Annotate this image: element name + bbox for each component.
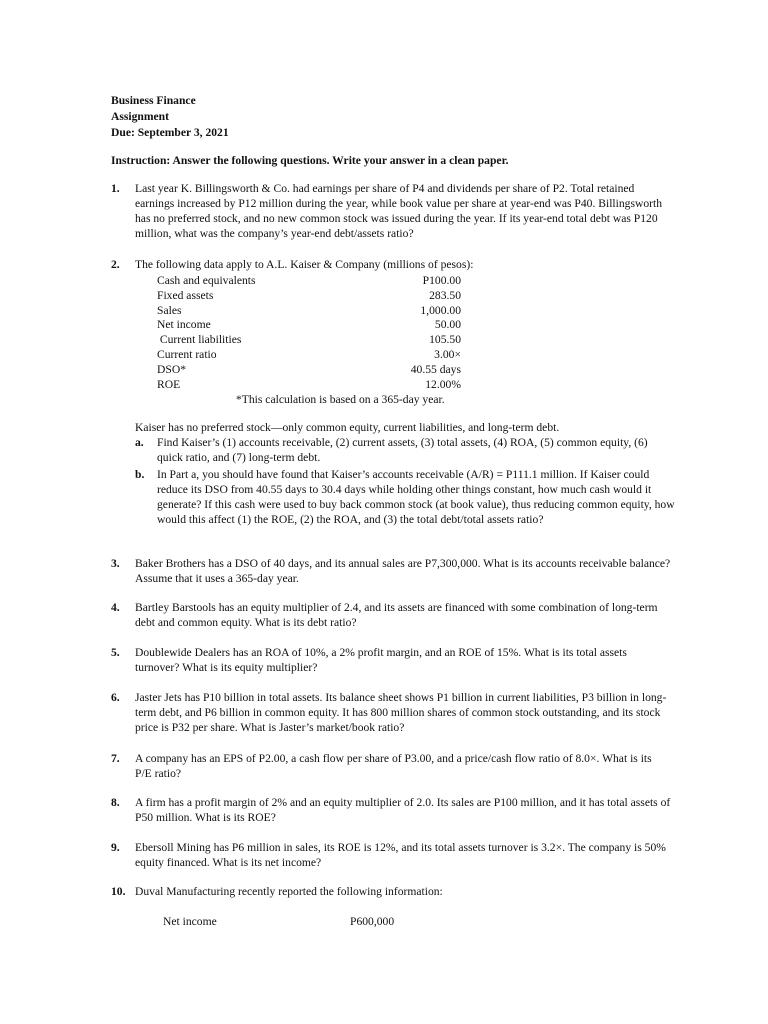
question-3 [111,556,671,586]
row-value: 105.50 [429,333,461,347]
question-4 [111,600,671,630]
row-label: Cash and equivalents [157,274,256,287]
document-header [111,93,229,141]
question-text: Baker Brothers has a DSO of 40 days, and its annual sales are P7,300,000. What is its accounts receivable balance? Assume that it uses a 365-day year. [135,557,671,585]
table-row [157,303,461,318]
row-label: Current liabilities [157,333,242,347]
row-label: Sales [157,303,182,317]
row-value: P100.00 [422,274,461,287]
question-text: Ebersoll Mining has P6 million in sales, its ROE is 12%, and its total assets turnover is 3.2×. The company is 50% equity financed. What is its net income? [135,841,666,869]
question-7 [111,751,671,781]
question-2 [111,257,671,272]
question-number: 6. [111,691,120,704]
row-value: 283.50 [429,288,461,302]
part-letter: b. [135,468,145,481]
question-text: A firm has a profit margin of 2% and an equity multiplier of 2.0. Its sales are P100 million, and it has total assets of P50 million. What is its ROE? [135,796,671,824]
question-number: 4. [111,601,120,614]
document-type: Assignment [111,110,169,123]
question-text: Last year K. Billingsworth & Co. had earnings per share of P4 and dividends per share of P2. Total retained earnings increased by P12 million during the year, while book value per share at year-end was P40. Billingsworth has no preferred stock, and no new common stock was issued during the year. If its year-end total debt was P120 million, what was the company’s year-end debt/assets ratio? [135,182,663,240]
question-text: Doublewide Dealers has an ROA of 10%, a 2% profit margin, and an ROE of 15%. What is its total assets turnover? What is its equity multiplier? [135,646,627,674]
question-5 [111,645,671,675]
duval-row-label: Net income [163,915,217,928]
part-text: Find Kaiser’s (1) accounts receivable, (2) current assets, (3) total assets, (4) ROA, (5) common equity, (6) quick ratio, and (7) long-term debt. [157,436,648,464]
row-label: DSO* [157,362,186,376]
row-value: 3.00× [434,347,461,361]
row-label: ROE [157,377,181,391]
course-title: Business Finance [111,94,196,107]
table-row [157,288,461,303]
part-b [135,467,675,527]
due-date: Due: September 3, 2021 [111,126,229,139]
duval-row-value: P600,000 [350,915,395,928]
part-text: In Part a, you should have found that Kaiser’s accounts receivable (A/R) = P111.1 million. If Kaiser could reduce its DSO from 40.55 days to 30.4 days while holding other things constant, how much cash would it generate? If this cash were used to buy back common stock (at book value), thus reducing common equity, how would this affect (1) the ROE, (2) the ROA, and (3) the total debt/total assets ratio? [157,468,675,526]
kaiser-data-table [157,273,461,391]
table-row [157,317,461,332]
table-row [157,273,461,288]
table-footnote: *This calculation is based on a 365-day year. [236,393,445,406]
row-label: Current ratio [157,347,217,361]
question-text: Bartley Barstools has an equity multiplier of 2.4, and its assets are financed with some combination of long-term debt and common equity. What is its debt ratio? [135,601,658,629]
question-text: Jaster Jets has P10 billion in total assets. Its balance sheet shows P1 billion in current liabilities, P3 billion in long-term debt, and P6 billion in common equity. It has 800 million shares of common stock outstanding, and its stock price is P32 per share. What is Jaster’s market/book ratio? [135,691,667,734]
question-number: 9. [111,841,120,854]
question-number: 10. [111,885,126,898]
question-10 [111,884,671,899]
question-text: A company has an EPS of P2.00, a cash flow per share of P3.00, and a price/cash flow ratio of 8.0×. What is its P/E ratio? [135,752,652,780]
table-row [157,377,461,392]
question-6 [111,690,671,735]
row-label: Net income [157,318,211,332]
question-number: 5. [111,646,120,659]
question-text: The following data apply to A.L. Kaiser & Company (millions of pesos): [135,258,474,271]
question-number: 2. [111,258,120,271]
question-number: 7. [111,752,120,765]
row-value: 40.55 days [410,362,461,376]
row-value: 12.00% [425,377,461,391]
question-9 [111,840,671,870]
part-a [135,435,675,465]
question-number: 3. [111,557,120,570]
part-letter: a. [135,436,144,449]
instruction-line: Instruction: Answer the following questions. Write your answer in a clean paper. [111,154,509,167]
question-number: 8. [111,796,120,809]
question-1 [111,181,671,241]
row-label: Fixed assets [157,288,214,302]
question-text: Duval Manufacturing recently reported the following information: [135,885,443,898]
question-8 [111,795,671,825]
row-value: 1,000.00 [420,303,461,317]
table-row [157,332,461,347]
table-row [157,362,461,377]
row-value: 50.00 [434,318,461,332]
question-number: 1. [111,182,120,195]
table-row [157,347,461,362]
kaiser-paragraph: Kaiser has no preferred stock—only common equity, current liabilities, and long-term debt. [135,421,560,434]
